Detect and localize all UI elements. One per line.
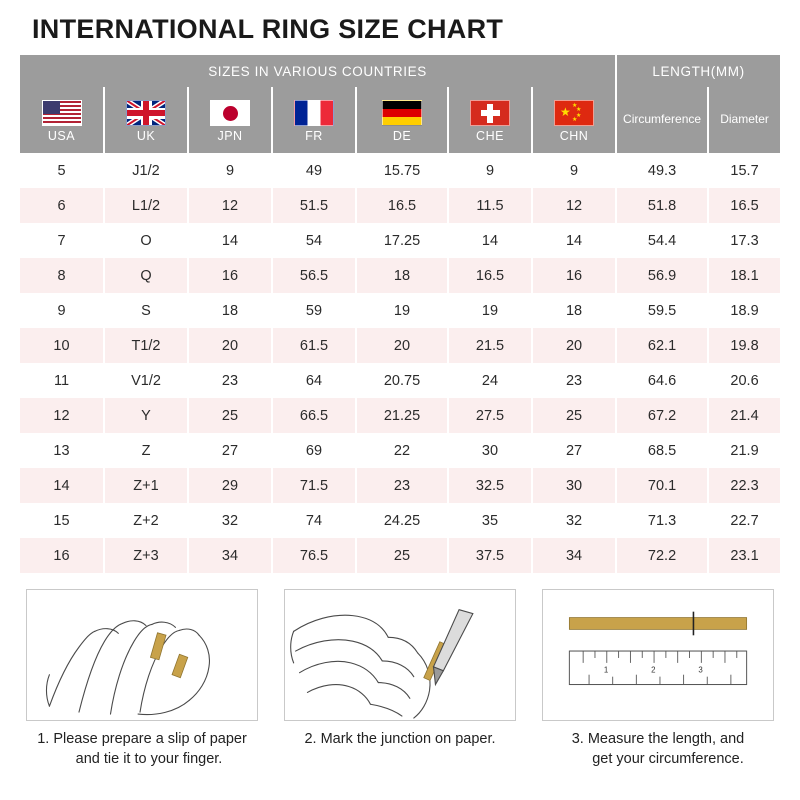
cell-diameter: 21.9 (708, 433, 780, 468)
header-cell-usa (20, 87, 104, 153)
cell-uk: Q (104, 258, 188, 293)
header-group-length: LENGTH(MM) (616, 55, 780, 87)
cell-uk: Z+3 (104, 538, 188, 573)
step-3-line1: 3. Measure the length, and (571, 731, 745, 747)
table-row (20, 153, 780, 188)
table-row (20, 258, 780, 293)
cell-che: 37.5 (448, 538, 532, 573)
cell-chn: 9 (532, 153, 616, 188)
cell-uk: S (104, 293, 188, 328)
header-cell-diameter: Diameter (708, 87, 780, 153)
cell-uk: O (104, 223, 188, 258)
cell-usa: 15 (20, 503, 104, 538)
cell-usa: 10 (20, 328, 104, 363)
cell-usa: 5 (20, 153, 104, 188)
cell-fr: 61.5 (272, 328, 356, 363)
header-group-sizes: SIZES IN VARIOUS COUNTRIES (20, 55, 616, 87)
cell-usa: 14 (20, 468, 104, 503)
cell-che: 21.5 (448, 328, 532, 363)
cell-diameter: 22.3 (708, 468, 780, 503)
cell-de: 20.75 (356, 363, 448, 398)
cell-diameter: 20.6 (708, 363, 780, 398)
cell-che: 14 (448, 223, 532, 258)
table-row (20, 328, 780, 363)
cell-fr: 59 (272, 293, 356, 328)
table-row (20, 293, 780, 328)
country-code-chn: CHN (559, 129, 589, 143)
cell-circumference: 49.3 (616, 153, 708, 188)
cell-che: 24 (448, 363, 532, 398)
flag-usa-icon (42, 100, 82, 126)
country-code-fr: FR (305, 129, 323, 143)
cell-jpn: 14 (188, 223, 272, 258)
cell-fr: 56.5 (272, 258, 356, 293)
cell-uk: T1/2 (104, 328, 188, 363)
cell-circumference: 51.8 (616, 188, 708, 223)
cell-uk: Z+1 (104, 468, 188, 503)
table-row (20, 503, 780, 538)
header-cell-circumference: Circumference (616, 87, 708, 153)
cell-circumference: 62.1 (616, 328, 708, 363)
cell-usa: 6 (20, 188, 104, 223)
cell-che: 19 (448, 293, 532, 328)
table-row (20, 223, 780, 258)
cell-fr: 76.5 (272, 538, 356, 573)
flag-france-icon (294, 100, 334, 126)
page-title: INTERNATIONAL RING SIZE CHART (32, 14, 504, 44)
country-code-uk: UK (136, 129, 156, 143)
cell-uk: J1/2 (104, 153, 188, 188)
cell-chn: 27 (532, 433, 616, 468)
cell-jpn: 27 (188, 433, 272, 468)
step-1-caption (22, 729, 262, 769)
cell-diameter: 19.8 (708, 328, 780, 363)
table-row (20, 433, 780, 468)
cell-jpn: 34 (188, 538, 272, 573)
svg-text:3: 3 (698, 665, 703, 675)
cell-jpn: 32 (188, 503, 272, 538)
svg-text:2: 2 (651, 665, 656, 675)
cell-jpn: 9 (188, 153, 272, 188)
cell-chn: 14 (532, 223, 616, 258)
table-header (20, 55, 780, 153)
cell-de: 23 (356, 468, 448, 503)
hand-marking-paper-icon (284, 589, 516, 721)
cell-chn: 20 (532, 328, 616, 363)
table-row (20, 188, 780, 223)
cell-circumference: 67.2 (616, 398, 708, 433)
header-cell-de (356, 87, 448, 153)
cell-diameter: 21.4 (708, 398, 780, 433)
cell-diameter: 18.9 (708, 293, 780, 328)
cell-de: 24.25 (356, 503, 448, 538)
cell-usa: 16 (20, 538, 104, 573)
cell-chn: 16 (532, 258, 616, 293)
cell-che: 11.5 (448, 188, 532, 223)
cell-circumference: 64.6 (616, 363, 708, 398)
cell-circumference: 56.9 (616, 258, 708, 293)
header-cell-jpn (188, 87, 272, 153)
cell-chn: 32 (532, 503, 616, 538)
cell-usa: 9 (20, 293, 104, 328)
country-code-jpn: JPN (217, 129, 243, 143)
cell-fr: 64 (272, 363, 356, 398)
cell-usa: 12 (20, 398, 104, 433)
cell-jpn: 18 (188, 293, 272, 328)
cell-che: 32.5 (448, 468, 532, 503)
country-code-che: CHE (476, 129, 504, 143)
cell-de: 16.5 (356, 188, 448, 223)
table-row (20, 538, 780, 573)
cell-jpn: 20 (188, 328, 272, 363)
cell-diameter: 23.1 (708, 538, 780, 573)
cell-uk: Z+2 (104, 503, 188, 538)
cell-usa: 13 (20, 433, 104, 468)
header-cell-chn (532, 87, 616, 153)
cell-che: 16.5 (448, 258, 532, 293)
header-cell-che (448, 87, 532, 153)
table-body (20, 153, 780, 573)
cell-de: 18 (356, 258, 448, 293)
cell-de: 21.25 (356, 398, 448, 433)
step-3-caption (538, 729, 778, 769)
cell-che: 30 (448, 433, 532, 468)
step-3-line2: get your circumference. (592, 751, 744, 767)
flag-uk-icon (126, 100, 166, 126)
country-code-usa: USA (47, 129, 76, 143)
cell-uk: V1/2 (104, 363, 188, 398)
step-2 (278, 589, 522, 769)
ring-size-table (20, 55, 780, 573)
header-group-row (20, 55, 780, 87)
cell-circumference: 70.1 (616, 468, 708, 503)
cell-fr: 71.5 (272, 468, 356, 503)
cell-circumference: 68.5 (616, 433, 708, 468)
cell-de: 17.25 (356, 223, 448, 258)
cell-fr: 69 (272, 433, 356, 468)
table-row (20, 468, 780, 503)
cell-che: 35 (448, 503, 532, 538)
cell-chn: 25 (532, 398, 616, 433)
cell-jpn: 25 (188, 398, 272, 433)
table-row (20, 398, 780, 433)
cell-diameter: 18.1 (708, 258, 780, 293)
cell-chn: 23 (532, 363, 616, 398)
cell-che: 9 (448, 153, 532, 188)
instructions (20, 589, 780, 769)
ruler-measuring-strip-icon (542, 589, 774, 721)
cell-de: 20 (356, 328, 448, 363)
header-country-row (20, 87, 780, 153)
cell-chn: 30 (532, 468, 616, 503)
flag-china-icon: ★ ★ ★ ★ ★ (554, 100, 594, 126)
cell-usa: 8 (20, 258, 104, 293)
cell-fr: 74 (272, 503, 356, 538)
step-2-line1: 2. Mark the junction on paper. (304, 731, 496, 747)
cell-diameter: 17.3 (708, 223, 780, 258)
cell-chn: 12 (532, 188, 616, 223)
cell-diameter: 16.5 (708, 188, 780, 223)
flag-germany-icon (382, 100, 422, 126)
cell-che: 27.5 (448, 398, 532, 433)
cell-uk: L1/2 (104, 188, 188, 223)
cell-fr: 51.5 (272, 188, 356, 223)
cell-de: 25 (356, 538, 448, 573)
header-cell-uk (104, 87, 188, 153)
step-1-line2: and tie it to your finger. (75, 751, 223, 767)
cell-jpn: 16 (188, 258, 272, 293)
cell-de: 22 (356, 433, 448, 468)
cell-chn: 18 (532, 293, 616, 328)
cell-fr: 54 (272, 223, 356, 258)
cell-diameter: 15.7 (708, 153, 780, 188)
cell-de: 19 (356, 293, 448, 328)
step-1 (20, 589, 264, 769)
cell-jpn: 23 (188, 363, 272, 398)
cell-de: 15.75 (356, 153, 448, 188)
cell-jpn: 12 (188, 188, 272, 223)
cell-circumference: 71.3 (616, 503, 708, 538)
step-3 (536, 589, 780, 769)
cell-uk: Z (104, 433, 188, 468)
cell-usa: 11 (20, 363, 104, 398)
cell-chn: 34 (532, 538, 616, 573)
table-row (20, 363, 780, 398)
cell-fr: 49 (272, 153, 356, 188)
header-cell-fr (272, 87, 356, 153)
hand-with-paper-strip-icon (26, 589, 258, 721)
cell-uk: Y (104, 398, 188, 433)
svg-text:1: 1 (603, 665, 609, 675)
step-1-line1: 1. Please prepare a slip of paper (37, 731, 247, 747)
country-code-de: DE (392, 129, 412, 143)
cell-diameter: 22.7 (708, 503, 780, 538)
cell-usa: 7 (20, 223, 104, 258)
cell-jpn: 29 (188, 468, 272, 503)
cell-circumference: 72.2 (616, 538, 708, 573)
step-2-caption (280, 729, 520, 749)
flag-switzerland-icon (470, 100, 510, 126)
cell-circumference: 59.5 (616, 293, 708, 328)
cell-circumference: 54.4 (616, 223, 708, 258)
flag-japan-icon (210, 100, 250, 126)
cell-fr: 66.5 (272, 398, 356, 433)
